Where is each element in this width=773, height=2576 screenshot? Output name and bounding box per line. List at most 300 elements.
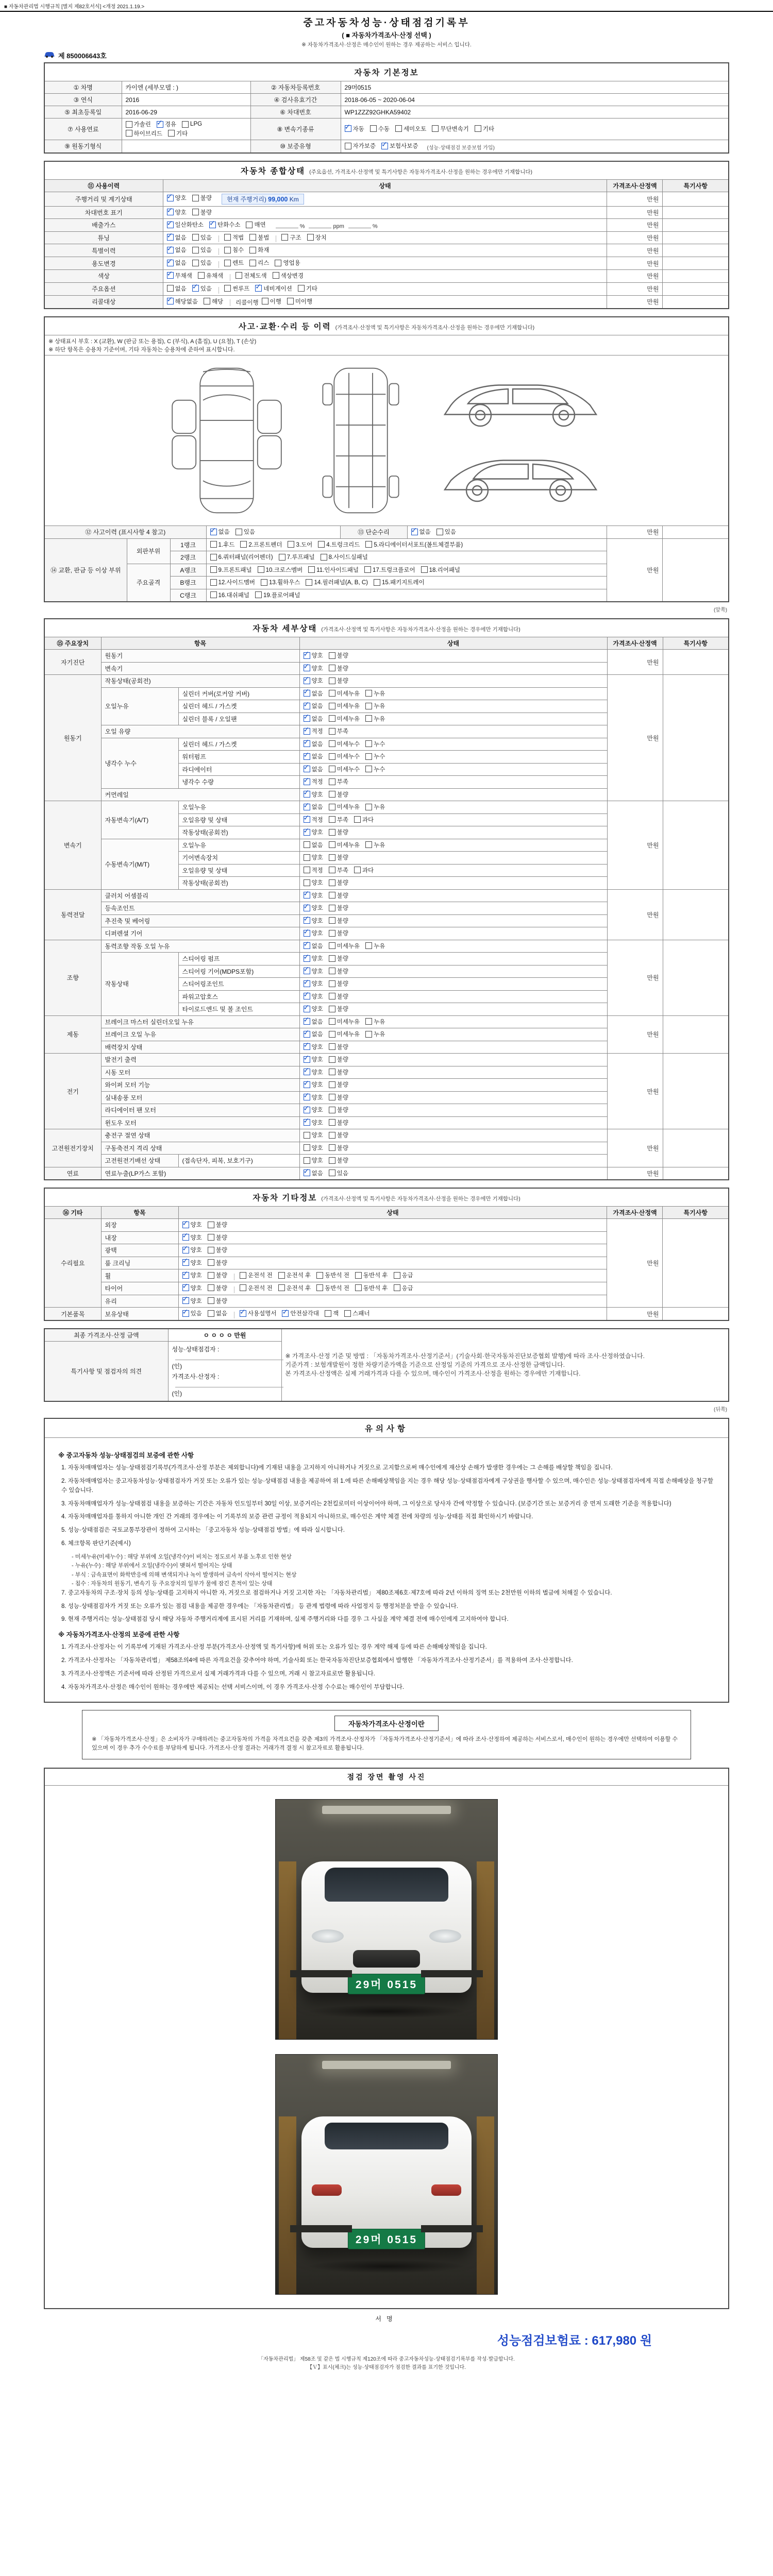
- checkbox-option[interactable]: 기타: [475, 125, 494, 133]
- note-cell: [663, 1015, 729, 1054]
- overall-row-label: 주행거리 및 계기상태: [44, 192, 163, 206]
- note-cell: [663, 1308, 729, 1320]
- checkbox-option[interactable]: 과다: [354, 816, 374, 824]
- checkbox-option[interactable]: 불량: [329, 1005, 348, 1013]
- checkbox-option[interactable]: ✓ 양호: [304, 954, 323, 962]
- checkbox-option[interactable]: 적법: [224, 233, 244, 242]
- overall-row: [44, 231, 729, 244]
- checkbox-option[interactable]: 6.쿼터패널(리어펜더): [210, 553, 273, 561]
- checkbox-option[interactable]: 침수: [224, 246, 244, 254]
- checkbox-icon: [236, 272, 242, 279]
- checkbox-option[interactable]: 운전석 후: [278, 1271, 311, 1279]
- notice-item: 6. 체크항목 판단기준(예시): [61, 1540, 131, 1547]
- checkbox-option[interactable]: ✓ 있음: [192, 284, 212, 293]
- checkbox-icon: [249, 234, 256, 241]
- checkbox-option[interactable]: 불량: [329, 891, 348, 900]
- car-damage-diagrams: [48, 357, 725, 524]
- checkbox-option[interactable]: 19.플로어패널: [255, 591, 300, 599]
- checkbox-option[interactable]: 불량: [208, 1233, 227, 1242]
- checkbox-option[interactable]: 불량: [329, 979, 348, 988]
- inspection-photo-front: [275, 1799, 498, 2040]
- detail-row: [44, 650, 729, 663]
- checkbox-option[interactable]: ✓ 없음: [304, 752, 323, 760]
- checkbox-option[interactable]: 10.크로스멤버: [258, 566, 303, 574]
- checkbox-option[interactable]: 불량: [208, 1246, 227, 1254]
- checkbox-option[interactable]: 불량: [192, 208, 212, 216]
- checkbox-option[interactable]: 누유: [365, 702, 385, 710]
- part-label: (접속단자, 피복, 보호기구): [178, 1155, 299, 1167]
- checkbox-option[interactable]: ✓ 양호: [304, 917, 323, 925]
- checkbox-option[interactable]: 불량: [192, 194, 212, 202]
- checkbox-option[interactable]: 양호: [304, 853, 323, 861]
- checkbox-icon: [192, 209, 199, 215]
- item-label: 작동상태: [101, 953, 178, 1016]
- checkbox-option[interactable]: 누유: [365, 715, 385, 723]
- checkbox-icon: [394, 1272, 400, 1279]
- checkbox-icon: [355, 1272, 362, 1279]
- checkbox-option[interactable]: 부족: [329, 727, 348, 735]
- checkbox-option[interactable]: 없음: [167, 284, 187, 293]
- status-options: [178, 1231, 607, 1244]
- checkbox-option[interactable]: 있음: [436, 528, 456, 536]
- checkbox-option[interactable]: 불량: [329, 790, 348, 799]
- checkbox-option[interactable]: LPG: [182, 121, 202, 128]
- checkbox-option[interactable]: 17.트렁크플로어: [364, 566, 415, 574]
- checkbox-icon: [304, 993, 310, 999]
- checkbox-option[interactable]: ✓ 있음: [182, 1309, 202, 1317]
- checkbox-option[interactable]: 이행: [262, 297, 281, 306]
- checkbox-option[interactable]: 부족: [329, 866, 348, 874]
- checkbox-option[interactable]: 동반석 전: [316, 1271, 349, 1279]
- checkbox-option[interactable]: ✓ 양호: [304, 1005, 323, 1013]
- notice-subitem: - 미세누유(미세누수) : 해당 부위에 오일(냉각수)이 비치는 정도로서 부품 노후로 인한 현상: [72, 1553, 292, 1560]
- checkbox-option[interactable]: 영업용: [275, 259, 300, 267]
- checkbox-icon: [192, 234, 199, 241]
- checkbox-option[interactable]: 불량: [329, 1144, 348, 1152]
- overall-row: [44, 192, 729, 206]
- checkbox-option[interactable]: 잭: [325, 1309, 339, 1317]
- checkbox-option[interactable]: 누유: [365, 1018, 385, 1026]
- checkbox-option[interactable]: 3.도어: [288, 540, 312, 549]
- checkbox-option[interactable]: 13.휠하우스: [261, 578, 300, 586]
- checkbox-option[interactable]: 있음: [192, 246, 212, 254]
- checkbox-option[interactable]: 불량: [329, 1156, 348, 1164]
- checkbox-option[interactable]: ✓ 양호: [304, 1055, 323, 1063]
- checkbox-option[interactable]: 2.프론트펜더: [240, 540, 282, 549]
- status-options: [299, 978, 607, 991]
- checkbox-option[interactable]: 1.후드: [210, 540, 235, 549]
- state-code-legend2: ※ 하단 항목은 승용차 기준이며, 기타 자동차는 승용차에 준하여 표시합니다.: [48, 347, 235, 353]
- checkbox-option[interactable]: 미세누유: [329, 702, 360, 710]
- overall-row: [44, 206, 729, 219]
- status-options: [299, 914, 607, 927]
- checkbox-option[interactable]: 있음: [329, 1169, 348, 1177]
- checkbox-option[interactable]: ✓ 양호: [167, 208, 187, 216]
- checkbox-option[interactable]: ✓ 양호: [182, 1297, 202, 1305]
- checkbox-option[interactable]: 양호: [304, 1144, 323, 1152]
- checkbox-option[interactable]: 응급: [394, 1271, 413, 1279]
- checkbox-option[interactable]: ✓ 해당없음: [167, 297, 198, 306]
- checkbox-option[interactable]: 불량: [208, 1221, 227, 1229]
- checkbox-option[interactable]: 운전석 후: [278, 1284, 311, 1292]
- checkbox-option[interactable]: ✓ 없음: [304, 689, 323, 698]
- status-options: [299, 675, 607, 688]
- checkbox-option[interactable]: 미세누유: [329, 715, 360, 723]
- lift-post: [477, 2116, 494, 2294]
- checkbox-option[interactable]: 누수: [365, 765, 385, 773]
- vin-value: WP1ZZZ92GHKA59402: [341, 106, 729, 118]
- checkbox-option[interactable]: 불량: [329, 992, 348, 1001]
- checkbox-option[interactable]: 누유: [365, 689, 385, 698]
- checkbox-option[interactable]: 누수: [365, 752, 385, 760]
- tail-light: [431, 2184, 461, 2196]
- checkbox-option[interactable]: 불량: [329, 676, 348, 685]
- checkbox-option[interactable]: 색상변경: [273, 272, 304, 280]
- checkbox-option[interactable]: 미세누유: [329, 689, 360, 698]
- status-options: [299, 1167, 607, 1180]
- checkbox-option[interactable]: 불량: [329, 1068, 348, 1076]
- checkbox-option[interactable]: ✓ 양호: [304, 651, 323, 659]
- checkbox-option[interactable]: 양호: [304, 1156, 323, 1164]
- checkbox-icon: [365, 766, 372, 772]
- checkbox-option[interactable]: 적정: [304, 866, 323, 874]
- checkbox-icon: [208, 1284, 214, 1291]
- notice-item: 4. 자동차가격조사·산정은 매수인이 원하는 경우에만 제공되는 선택 서비스이며, 이 경우 가격조사·산정 수수료는 매수인이 부담합니다.: [61, 1684, 405, 1690]
- checkbox-option[interactable]: ✓ 없음: [304, 803, 323, 811]
- checkbox-icon: [304, 677, 310, 684]
- checkbox-option[interactable]: 장치: [307, 233, 327, 242]
- checkbox-icon: [304, 905, 310, 911]
- overall-row-status: [163, 192, 607, 206]
- item-label: 클러치 어셈블리: [101, 889, 299, 902]
- checkbox-option[interactable]: ✓ 없음: [167, 246, 187, 254]
- checkbox-option[interactable]: ✓ 보험사보증: [381, 142, 418, 150]
- checkbox-option[interactable]: 전체도색: [236, 272, 266, 280]
- lift-post: [279, 1861, 296, 2039]
- checkbox-option[interactable]: 미세누유: [329, 841, 360, 849]
- checkbox-option[interactable]: 가솔린: [126, 120, 151, 128]
- checkbox-option[interactable]: ✓ 양호: [182, 1284, 202, 1292]
- item-label: 추진축 및 베어링: [101, 914, 299, 927]
- checkbox-option[interactable]: 불법: [249, 233, 269, 242]
- checkbox-option[interactable]: 리스: [249, 259, 269, 267]
- checkbox-option[interactable]: 5.라디에이터서포트(볼트체결부품): [365, 540, 463, 549]
- checkbox-option[interactable]: ✓ 양호: [304, 1106, 323, 1114]
- first-registration-value: 2016-06-29: [122, 106, 250, 118]
- checkbox-icon: [246, 222, 253, 228]
- checkbox-option[interactable]: 불량: [329, 664, 348, 672]
- etc-info-table: [44, 1188, 729, 1321]
- checkbox-option[interactable]: ✓ 자동: [345, 125, 364, 133]
- checkbox-option[interactable]: 불량: [329, 1106, 348, 1114]
- checkbox-icon: [329, 955, 335, 962]
- checkbox-icon: [210, 591, 217, 598]
- checkbox-option[interactable]: ✓ 양호: [182, 1233, 202, 1242]
- checkbox-icon: [208, 1310, 214, 1317]
- checkbox-option[interactable]: 미세누유: [329, 942, 360, 950]
- checkbox-option[interactable]: ✓ 적정: [304, 816, 323, 824]
- checkbox-icon: [240, 1272, 246, 1279]
- checkbox-icon: [329, 804, 335, 810]
- checkbox-option[interactable]: 불량: [208, 1297, 227, 1305]
- checkbox-option[interactable]: ✓ 없음: [167, 233, 187, 242]
- checkbox-option[interactable]: ✓ 경유: [157, 120, 176, 128]
- checkbox-option[interactable]: 미이행: [287, 297, 312, 306]
- status-options: [299, 1155, 607, 1167]
- checkbox-option[interactable]: ✓ 양호: [304, 1080, 323, 1089]
- rank-label: A랭크: [170, 564, 206, 577]
- checkbox-option[interactable]: ✓ 없음: [304, 942, 323, 950]
- checkbox-option[interactable]: ✓ 양호: [182, 1221, 202, 1229]
- checkbox-option[interactable]: ✓ 일산화탄소: [167, 221, 204, 229]
- item-label: 고전원전기배선 상태: [101, 1155, 178, 1167]
- checkbox-option[interactable]: 11.인사이드패널: [308, 566, 359, 574]
- checkbox-option[interactable]: ✓ 탄화수소: [209, 221, 240, 229]
- checkbox-icon: [304, 1081, 310, 1088]
- checkbox-option[interactable]: 불량: [208, 1271, 227, 1279]
- checkbox-option[interactable]: 있음: [236, 528, 255, 536]
- checkbox-option[interactable]: 불량: [329, 904, 348, 912]
- status-options: [299, 650, 607, 663]
- checkbox-option[interactable]: ✓ 양호: [304, 828, 323, 836]
- checkbox-icon: [329, 1043, 335, 1050]
- tail-light: [312, 2184, 342, 2196]
- checkbox-option[interactable]: 미세누수: [329, 752, 360, 760]
- checkbox-option[interactable]: 불량: [329, 954, 348, 962]
- checkbox-icon: [436, 529, 443, 535]
- checkbox-option[interactable]: ✓ 양호: [304, 979, 323, 988]
- checkbox-option[interactable]: 불량: [329, 1080, 348, 1089]
- col-header-status: 상태: [299, 637, 607, 650]
- checkbox-option[interactable]: ✓ 양호: [304, 891, 323, 900]
- checkbox-option[interactable]: 미세누유: [329, 1030, 360, 1038]
- checkbox-option[interactable]: 부족: [329, 816, 348, 824]
- checkbox-option[interactable]: 운전석 전: [240, 1284, 273, 1292]
- checkbox-option[interactable]: 양호: [304, 1131, 323, 1139]
- checkbox-icon: [304, 879, 310, 886]
- basic-info-table: [44, 62, 729, 154]
- device-group-label: 조향: [44, 940, 101, 1015]
- note-cell: [663, 650, 729, 675]
- checkbox-option[interactable]: 불량: [329, 828, 348, 836]
- checkbox-option[interactable]: 미세누수: [329, 765, 360, 773]
- checkbox-option[interactable]: 있음: [192, 233, 212, 242]
- checkbox-option[interactable]: 자가보증: [345, 142, 376, 150]
- checkbox-icon: [304, 1157, 310, 1164]
- checkbox-option[interactable]: ✓ 양호: [167, 194, 187, 202]
- price-survey-definition-title: 자동차가격조사·산정이란: [334, 1716, 439, 1731]
- notice-subitem: - 누유(누수) : 해당 부위에서 오일(냉각수)이 맺혀서 떨어지는 상태: [72, 1563, 232, 1569]
- checkbox-icon: [126, 130, 132, 137]
- checkbox-option[interactable]: 불량: [208, 1259, 227, 1267]
- checkbox-option[interactable]: 없음: [208, 1309, 227, 1317]
- checkbox-option[interactable]: 불량: [329, 929, 348, 937]
- checkbox-option[interactable]: 불량: [329, 917, 348, 925]
- price-cell: 만원: [607, 650, 663, 675]
- checkbox-icon: [182, 1259, 189, 1266]
- checkbox-option[interactable]: 누유: [365, 1030, 385, 1038]
- checkbox-option[interactable]: 불량: [329, 1131, 348, 1139]
- checkbox-option[interactable]: ✓ 양호: [304, 967, 323, 975]
- divider: [0, 11, 773, 12]
- checkbox-option[interactable]: 불량: [329, 1055, 348, 1063]
- checkbox-option[interactable]: 누유: [365, 803, 385, 811]
- section-title-etc: 자동차 기타정보: [253, 1194, 317, 1203]
- notice-box: [44, 1418, 729, 1702]
- checkbox-option[interactable]: ✓ 안전삼각대: [282, 1309, 319, 1317]
- license-plate: 29머 0515: [348, 1974, 425, 1994]
- checkbox-option[interactable]: 렌트: [224, 259, 244, 267]
- checkbox-option[interactable]: ✓ 없음: [304, 1018, 323, 1026]
- note-cell: [663, 219, 729, 232]
- checkbox-option[interactable]: 무단변속기: [432, 125, 469, 133]
- checkbox-option[interactable]: 썬루프: [224, 284, 249, 293]
- checkbox-option[interactable]: 스패너: [344, 1309, 369, 1317]
- checkbox-icon: [304, 841, 310, 848]
- checkbox-option[interactable]: ✓ 양호: [304, 676, 323, 685]
- checkbox-icon: [157, 121, 163, 128]
- checkbox-option[interactable]: ✓ 양호: [304, 929, 323, 937]
- checkbox-option[interactable]: 미세누수: [329, 740, 360, 748]
- field-label: ① 차명: [44, 81, 122, 94]
- checkbox-option[interactable]: 동반석 전: [316, 1284, 349, 1292]
- checkbox-option[interactable]: ✓ 양호: [304, 904, 323, 912]
- checkbox-option[interactable]: ✓ 양호: [304, 1068, 323, 1076]
- checkbox-option[interactable]: 15.패키지트레이: [374, 578, 425, 586]
- checkbox-option[interactable]: ✓ 네비게이션: [255, 284, 292, 293]
- checkbox-option[interactable]: 해당: [204, 297, 223, 306]
- checkbox-icon: [304, 1132, 310, 1139]
- checkbox-option[interactable]: 양호: [304, 878, 323, 887]
- checkbox-icon: [167, 247, 174, 253]
- checkbox-option[interactable]: 응급: [394, 1284, 413, 1292]
- checkbox-option[interactable]: 유채색: [198, 272, 223, 280]
- checkbox-option[interactable]: ✓ 없음: [167, 259, 187, 267]
- checkbox-option[interactable]: 4.트렁크리드: [318, 540, 360, 549]
- notice-item: 9. 현재 주행거리는 성능·상태점검 당시 해당 자동차 주행거리계에 표시된 거리를 기재하며, 실제 주행거리와 다를 경우 그 사실을 계약 체결 전에 매수인에게 고지하여야 합니다.: [61, 1616, 509, 1623]
- checkbox-option[interactable]: ✓ 양호: [182, 1271, 202, 1279]
- checkbox-icon: [255, 285, 262, 292]
- checkbox-icon: [304, 1006, 310, 1012]
- checkbox-option[interactable]: 14.필러패널(A, B, C): [306, 578, 368, 586]
- checkbox-option[interactable]: 7.루프패널: [279, 553, 315, 561]
- checkbox-option[interactable]: ✓ 적정: [304, 777, 323, 786]
- document-sheet: [44, 15, 729, 2372]
- checkbox-option[interactable]: 불량: [329, 651, 348, 659]
- status-options: [299, 763, 607, 776]
- checkbox-option[interactable]: ✓ 없음: [304, 715, 323, 723]
- checkbox-option[interactable]: 불량: [208, 1284, 227, 1292]
- checkbox-option[interactable]: 불량: [329, 1093, 348, 1101]
- checkbox-option[interactable]: 하이브리드: [126, 129, 163, 138]
- checkbox-option[interactable]: 누수: [365, 740, 385, 748]
- checkbox-option[interactable]: 18.리어패널: [421, 566, 460, 574]
- item-label: 타이어: [101, 1282, 178, 1295]
- checkbox-icon: [365, 740, 372, 747]
- checkbox-option[interactable]: ✓ 적정: [304, 727, 323, 735]
- checkbox-option[interactable]: 있음: [192, 259, 212, 267]
- checkbox-option[interactable]: ✓ 없음: [411, 528, 431, 536]
- checkbox-option[interactable]: 불량: [329, 853, 348, 861]
- overall-row-label: 용도변경: [44, 257, 163, 270]
- checkbox-option[interactable]: ✓ 없음: [304, 765, 323, 773]
- status-options: [299, 713, 607, 725]
- checkbox-icon: [394, 1284, 400, 1291]
- checkbox-option[interactable]: 기타: [298, 284, 317, 293]
- checkbox-option[interactable]: 화재: [249, 246, 269, 254]
- windshield: [325, 1868, 448, 1902]
- checkbox-option[interactable]: ✓ 양호: [182, 1246, 202, 1254]
- status-options: [178, 1282, 607, 1295]
- checkbox-option[interactable]: 매연: [246, 221, 265, 229]
- checkbox-option[interactable]: ✓ 없음: [304, 702, 323, 710]
- checkbox-option[interactable]: 수동: [370, 125, 390, 133]
- checkbox-option[interactable]: ✓ 양호: [182, 1259, 202, 1267]
- checkbox-option[interactable]: 불량: [329, 967, 348, 975]
- checkbox-option[interactable]: ✓ 없음: [210, 528, 230, 536]
- checkbox-option[interactable]: ✓ 양호: [304, 664, 323, 672]
- checkbox-option[interactable]: ✓ 양호: [304, 1043, 323, 1051]
- status-options: [299, 864, 607, 877]
- checkbox-option[interactable]: 불량: [329, 1043, 348, 1051]
- checkbox-option[interactable]: 누유: [365, 942, 385, 950]
- device-group-label: 원동기: [44, 675, 101, 801]
- checkbox-option[interactable]: 과다: [354, 866, 374, 874]
- checkbox-option[interactable]: 9.프론트패널: [210, 566, 252, 574]
- checkbox-option[interactable]: 누유: [365, 841, 385, 849]
- checkbox-option[interactable]: ✓ 양호: [304, 1118, 323, 1127]
- note-cell: [663, 675, 729, 801]
- checkbox-option[interactable]: ✓ 양호: [304, 1093, 323, 1101]
- checkbox-option[interactable]: 불량: [329, 878, 348, 887]
- checkbox-option[interactable]: 운전석 전: [240, 1271, 273, 1279]
- overall-row-label: 색상: [44, 269, 163, 282]
- checkbox-option[interactable]: 동반석 후: [355, 1284, 388, 1292]
- checkbox-icon: [304, 753, 310, 760]
- price-cell: 만원: [607, 206, 663, 219]
- checkbox-option[interactable]: 세미오토: [395, 125, 426, 133]
- checkbox-icon: [345, 125, 351, 132]
- checkbox-option[interactable]: 불량: [329, 1118, 348, 1127]
- page-mark-front: (앞쪽): [714, 607, 727, 614]
- checkbox-option[interactable]: ✓ 사용설명서: [240, 1309, 277, 1317]
- checkbox-icon: [167, 234, 174, 241]
- headlight: [429, 1929, 461, 1943]
- measure-blank: [348, 222, 371, 228]
- checkbox-option[interactable]: ✓ 양호: [304, 790, 323, 799]
- checkbox-option[interactable]: 미세누유: [329, 1018, 360, 1026]
- checkbox-option[interactable]: 기타: [168, 129, 188, 138]
- notice-subitem: - 부식 : 금속표면이 화학반응에 의해 변색되거나 녹이 발생하여 금속이 삭아서 떨어지는 현상: [72, 1571, 297, 1578]
- device-group-label: 고전원전기장치: [44, 1129, 101, 1167]
- checkbox-option[interactable]: ✓ 양호: [304, 992, 323, 1001]
- checkbox-option[interactable]: 동반석 후: [355, 1271, 388, 1279]
- checkbox-icon: [329, 1081, 335, 1088]
- checkbox-option[interactable]: ✓ 무채색: [167, 272, 192, 280]
- checkbox-icon: [126, 121, 132, 128]
- checkbox-option[interactable]: 부족: [329, 777, 348, 786]
- checkbox-option[interactable]: ✓ 없음: [304, 1169, 323, 1177]
- checkbox-option[interactable]: 없음: [304, 841, 323, 849]
- checkbox-option[interactable]: ✓ 없음: [304, 1030, 323, 1038]
- checkbox-option[interactable]: 16.대쉬패널: [210, 591, 249, 599]
- checkbox-option[interactable]: 12.사이드멤버: [210, 578, 256, 586]
- checkbox-option[interactable]: 구조: [281, 233, 301, 242]
- checkbox-option[interactable]: 8.사이드실패널: [321, 553, 368, 561]
- checkbox-option[interactable]: 미세누유: [329, 803, 360, 811]
- checkbox-option[interactable]: ✓ 없음: [304, 740, 323, 748]
- item-label: 오일누유: [101, 687, 178, 725]
